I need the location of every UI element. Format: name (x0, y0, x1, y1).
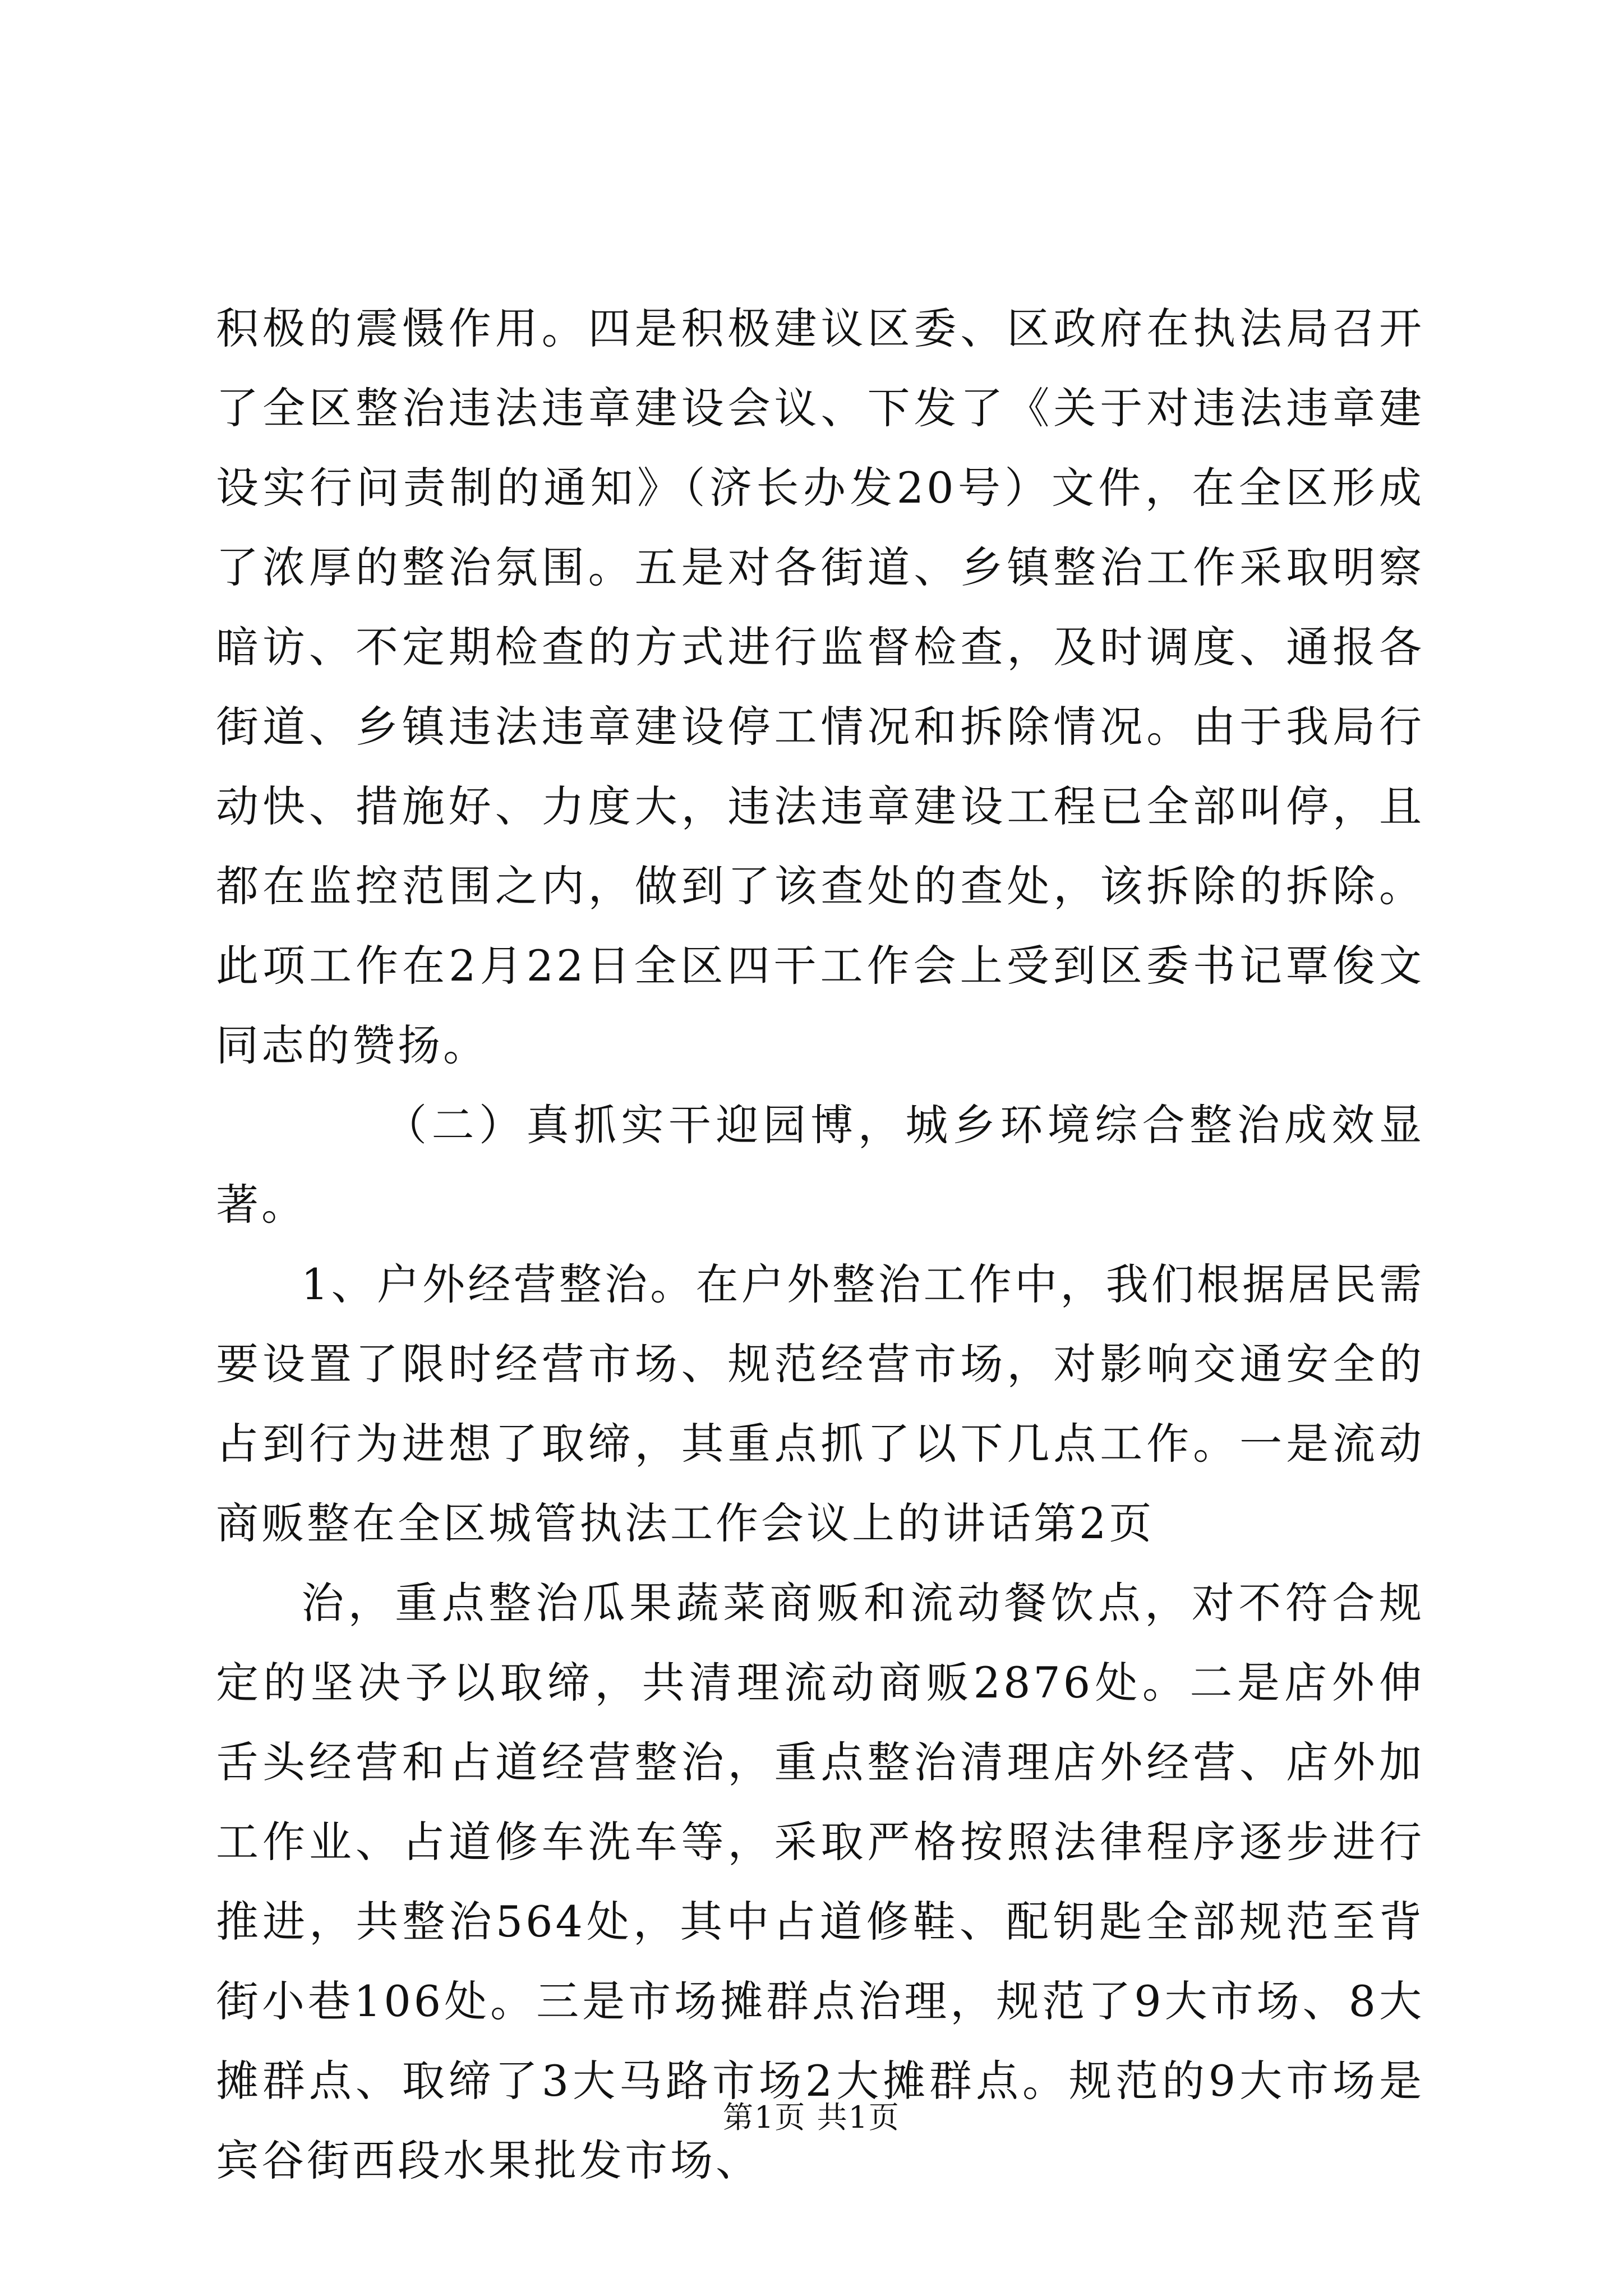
paragraph-rectification: 治，重点整治瓜果蔬菜商贩和流动餐饮点，对不符合规定的坚决予以取缔，共清理流动商贩2876处。二是店外伸舌头经营和占道经营整治，重点整治清理店外经营、店外加工作业、占道修车洗车等，采取严格按照法律程序逐步进行推进，共整治564处，其中占道修鞋、配钥匙全部规范至背街小巷106处。三是市场摊群点治理，规范了9大市场、8大摊群点、取缔了3大马路市场2大摊群点。规范的9大市场是宾谷街西段水果批发市场、 (216, 1578, 1424, 2185)
paragraph-outdoor-business: 1、户外经营整治。在户外整治工作中，我们根据居民需要设置了限时经营市场、规范经营市场，对影响交通安全的占到行为进想了取缔，其重点抓了以下几点工作。一是流动商贩整在全区城管执法工作会议上的讲话第2页 (216, 1259, 1424, 1548)
page-footer: 第1页 共1页 (723, 2100, 900, 2135)
paragraph-continuation: 积极的震慑作用。四是积极建议区委、区政府在执法局召开了全区整治违法违章建设会议、下发了《关于对违法违章建设实行问责制的通知》（济长办发20号）文件，在全区形成了浓厚的整治氛围。五是对各街道、乡镇整治工作采取明察暗访、不定期检查的方式进行监督检查，及时调度、通报各街道、乡镇违法违章建设停工情况和拆除情况。由于我局行动快、措施好、力度大，违法违章建设工程已全部叫停，且都在监控范围之内，做到了该查处的查处，该拆除的拆除。此项工作在2月22日全区四干工作会上受到区委书记覃俊文同志的赞扬。 (216, 303, 1424, 1070)
document-body (216, 289, 1424, 2201)
section-heading: （二）真抓实干迎园博，城乡环境综合整治成效显著。 (216, 1100, 1424, 1230)
